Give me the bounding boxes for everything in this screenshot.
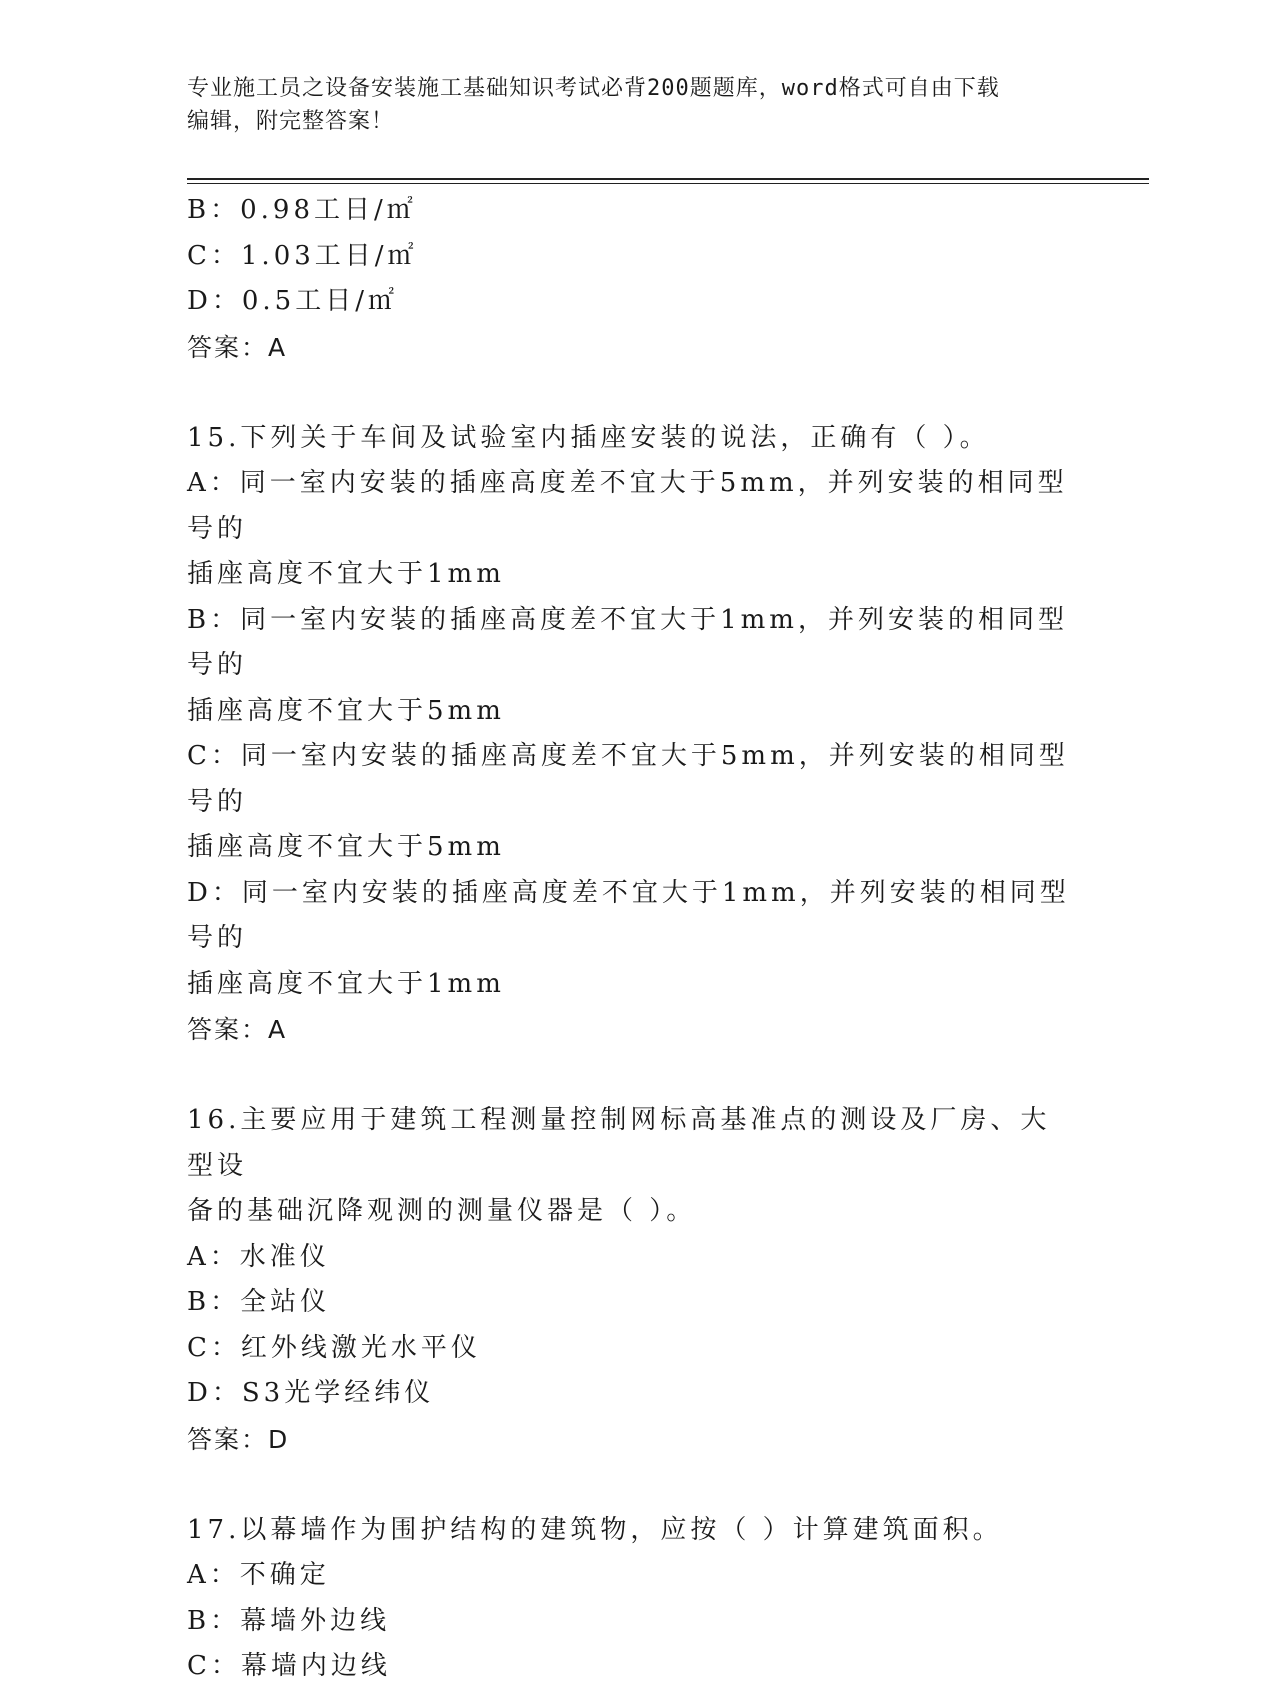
q15-option-c-line-2: 插座高度不宜大于5mm: [187, 832, 505, 862]
q16-option-c: C：红外线激光水平仪: [187, 1332, 481, 1363]
q15-option-b-line-1: B：同一室内安装的插座高度差不宜大于1mm，并列安装的相同型号的: [187, 604, 1068, 680]
document-body: [187, 188, 1077, 1690]
header-divider-thick: [187, 178, 1149, 180]
q14-answer: 答案：A: [187, 332, 288, 362]
spacer: [187, 1053, 1077, 1099]
header-divider-thin: [187, 183, 1149, 184]
spacer: [187, 370, 1077, 416]
q16-answer: 答案：D: [187, 1424, 290, 1454]
q15-answer: 答案：A: [187, 1015, 288, 1044]
q17-option-b: B：幕墙外边线: [187, 1605, 391, 1636]
q15-option-a-line-1: A：同一室内安装的插座高度差不宜大于5mm，并列安装的相同型号的: [187, 468, 1068, 544]
header-title-line-2: 编辑，附完整答案！: [187, 109, 395, 134]
q14-option-c: C：1.03工日/㎡: [187, 240, 418, 271]
header-title-line-1: 专业施工员之设备安装施工基础知识考试必背200题题库，word格式可自由下载: [187, 76, 1000, 101]
q15-option-b-line-2: 插座高度不宜大于5mm: [187, 695, 505, 726]
q17-option-c: C：幕墙内边线: [187, 1651, 391, 1681]
q15-option-c-line-1: C：同一室内安装的插座高度差不宜大于5mm，并列安装的相同型号的: [187, 741, 1069, 817]
q15-question: 15.下列关于车间及试验室内插座安装的说法，正确有（ ）。: [187, 422, 990, 453]
q16-question-line-2: 备的基础沉降观测的测量仪器是（ ）。: [187, 1196, 697, 1226]
q16-option-d: D：S3光学经纬仪: [187, 1378, 435, 1408]
spacer: [187, 1462, 1077, 1508]
q16-option-a: A：水准仪: [187, 1241, 330, 1272]
document-header: [187, 72, 1067, 138]
q14-option-d: D：0.5工日/㎡: [187, 286, 398, 316]
q15-option-d-line-2: 插座高度不宜大于1mm: [187, 968, 505, 999]
q15-option-d-line-1: D：同一室内安装的插座高度差不宜大于1mm，并列安装的相同型号的: [187, 877, 1070, 953]
q15-option-a-line-2: 插座高度不宜大于1mm: [187, 559, 505, 589]
q16-option-b: B：全站仪: [187, 1287, 331, 1317]
q17-question: 17.以幕墙作为围护结构的建筑物，应按（ ）计算建筑面积。: [187, 1514, 1003, 1545]
q16-question-line-1: 16.主要应用于建筑工程测量控制网标高基准点的测设及厂房、大型设: [187, 1105, 1051, 1181]
q17-option-a: A：不确定: [187, 1560, 330, 1590]
q14-option-b: B：0.98工日/㎡: [187, 195, 417, 225]
